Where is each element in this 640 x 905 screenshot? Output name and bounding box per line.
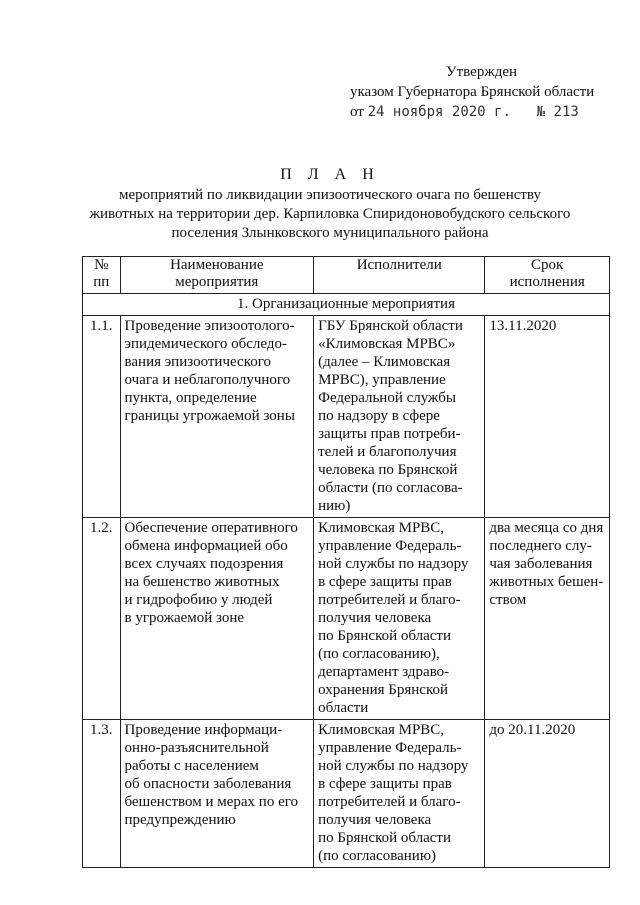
header-name: Наименование мероприятия xyxy=(120,257,314,294)
section-row xyxy=(83,294,610,316)
header-deadline: Срок исполнения xyxy=(485,257,610,294)
row-name: Проведение информаци- онно-разъяснительной работы с населением об опасности заболевания бешенством и мерах по его предупреждению xyxy=(120,720,314,868)
date-prefix: от xyxy=(350,104,364,120)
plan-heading: П Л А Н xyxy=(280,166,380,183)
title-line-1: мероприятий по ликвидации эпизоотического очага по бешенству xyxy=(118,187,542,203)
row-executors: Климовская МРВС, управление Федераль- ной службы по надзору в сфере защиты прав потребителей и благо- получия человека по Брянской области (по согласованию), департамент здраво- охранения Брянской области xyxy=(314,518,485,720)
row-deadline: 13.11.2020 xyxy=(485,316,610,518)
table-row xyxy=(83,720,610,868)
row-name: Проведение эпизоотолого- эпидемического обследо- вания эпизоотического очага и неблагополучного пункта, определение границы угрожаемой зоны xyxy=(120,316,314,518)
row-executors: Климовская МРВС, управление Федераль- ной службы по надзору в сфере защиты прав потребителей и благо- получия человека по Брянской области (по согласованию) xyxy=(314,720,485,868)
row-deadline: до 20.11.2020 xyxy=(485,720,610,868)
approval-date-line xyxy=(350,102,610,122)
approval-block xyxy=(350,62,610,122)
approval-authority: указом Губернатора Брянской области xyxy=(350,84,595,100)
table-header-row xyxy=(83,257,610,294)
table-row xyxy=(83,316,610,518)
header-executors: Исполнители xyxy=(314,257,485,294)
plan-table xyxy=(82,256,610,868)
row-number: 1.3. xyxy=(83,720,121,868)
document-title xyxy=(60,165,600,243)
approval-date: 24 ноября 2020 г. xyxy=(367,104,511,120)
row-deadline: два месяца со дня последнего слу- чая заболевания животных бешен- ством xyxy=(485,518,610,720)
approval-number: № 213 xyxy=(536,104,579,120)
row-number: 1.1. xyxy=(83,316,121,518)
table-body xyxy=(83,316,610,868)
table-row xyxy=(83,518,610,720)
title-line-3: поселения Злынковского муниципального района xyxy=(171,225,489,241)
row-executors: ГБУ Брянской области «Климовская МРВС» (далее – Климовская МРВС), управление Федеральной службы по надзору в сфере защиты прав потреби- телей и благополучия человека по Брянской области (по согласова- нию) xyxy=(314,316,485,518)
header-num: № пп xyxy=(83,257,121,294)
row-number: 1.2. xyxy=(83,518,121,720)
section-title: 1. Организационные мероприятия xyxy=(83,294,610,316)
title-line-2: животных на территории дер. Карпиловка Спиридоновобудского сельского xyxy=(89,206,571,222)
row-name: Обеспечение оперативного обмена информацией обо всех случаях подозрения на бешенство животных и гидрофобию у людей в угрожаемой зоне xyxy=(120,518,314,720)
approval-title: Утвержден xyxy=(446,64,518,80)
